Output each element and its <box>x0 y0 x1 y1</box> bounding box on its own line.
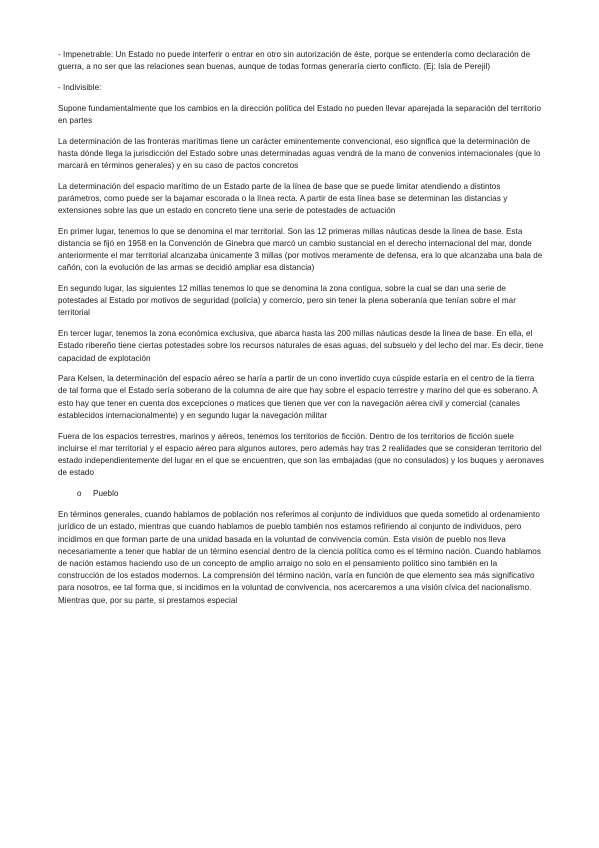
bullet-marker: o <box>77 488 82 498</box>
paragraph-pueblo: En términos generales, cuando hablamos de población nos referimos al conjunto de individuos que queda sometido al ordenamiento jurídico de un estado, mientras que cuando hablamos de pueblo también nos estamos refiriendo al conjunto de individuos, pero incidimos en que forman parte de una unidad basada en la voluntad de convivencia común. Esta visión de pueblo nos lleva necesariamente a tener que hablar de un término esencial dentro de la ciencia política como es el término nación. Cuando hablamos de nación estamos haciendo uso de un concepto de amplio arraigo no solo en el pensamiento político sino también en la construcción de los estados modernos. La comprensión del término nación, varía en función de que elemento sea más significativo para nosotros, ee tal forma que, si incidimos en la voluntad de convivencia, nos acercaremos a una visión cívica del nacionalismo. Mientras que, por su parte, si prestamos especial <box>58 510 541 605</box>
paragraph-contiguous-zone: En segundo lugar, las siguientes 12 millas tenemos lo que se denomina la zona contigua, sobre la cual se dan una serie de potestades al Estado por motivos de seguridad (policía) y comercio, pero sin tener la plena soberanía que tenían sobre el mar territorial <box>58 284 516 318</box>
document-body <box>58 49 545 615</box>
paragraph-fiction-territories: Fuera de los espacios terrestres, marinos y aéreos, tenemos los territorios de ficción. Dentro de los territorios de ficción suele incluirse el mar territorial y el espacio aéreo para algunos autores, pero además hay tras 2 realidades que se consideran territorio del estado independientemente del lugar en el que se encuentren, que son las embajadas (que no consulados) y los buques y aeronaves de estado <box>58 431 545 478</box>
paragraph-maritime-borders: La determinación de las fronteras marítimas tiene un carácter eminentemente convencional, eso significa que la determinación de hasta dónde llega la jurisdicción del Estado sobre unas determinadas aguas vendrá de la mano de convenios internacionales (que lo marcará en términos generales) y en su caso de pactos concretos <box>58 136 541 170</box>
paragraph-impenetrable: - Impenetrable: Un Estado no puede interferir o entrar en otro sin autorización de éste, porque se entendería como declaración de guerra, a no ser que las relaciones sean buenas, aunque de todas formas generaría cierto conflicto. (Ej: Isla de Perejil) <box>58 50 531 72</box>
paragraph-indivisible-heading: - Indivisible: <box>58 82 102 92</box>
paragraph-indivisible-definition: Supone fundamentalmente que los cambios en la dirección política del Estado no pueden llevar aparejada la separación del territorio en partes <box>58 103 542 125</box>
bullet-item-pueblo <box>58 488 545 500</box>
bullet-label: Pueblo <box>93 488 119 498</box>
paragraph-baseline: La determinación del espacio marítimo de un Estado parte de la línea de base que se puede limitar atendiendo a distintos parámetros, como puede ser la bajamar escorada o la línea recta. A partir de esta línea base se determinan las distancias y extensiones sobre las que un estado en concreto tiene una serie de potestades de actuación <box>58 181 508 216</box>
paragraph-economic-zone: En tercer lugar, tenemos la zona económica exclusiva, que abarca hasta las 200 millas náuticas desde la línea de base. En ella, el Estado ribereño tiene ciertas potestades sobre los recursos naturales de esas aguas, del subsuelo y del lecho del mar. Es decir, tiene capacidad de explotación <box>58 329 544 363</box>
paragraph-territorial-sea: En primer lugar, tenemos lo que se denomina el mar territorial. Son las 12 primeras millas náuticas desde la línea de base. Esta distancia se fijó en 1958 en la Convención de Ginebra que marcó un cambio sustancial en el derecho internacional del mar, donde anteriormente el mar territorial alcanzaba únicamente 3 millas (por motivos meramente de defensa, era lo que alcanzaba una bala de cañón, con la evolución de las armas se decidió ampliar esa distancia) <box>58 226 543 273</box>
paragraph-airspace: Para Kelsen, la determinación del espacio aéreo se haría a partir de un cono invertido cuya cúspide estaría en el centro de la tierra de tal forma que el Estado sería soberano de la columna de aire que hay sobre el espacio terrestre y marino del que es soberano. A esto hay que tener en cuenta dos excepciones o matices que tienen que ver con la navegación aérea civil y comercial (canales establecidos internacionalmente) y en segundo lugar la navegación militar <box>58 374 538 420</box>
